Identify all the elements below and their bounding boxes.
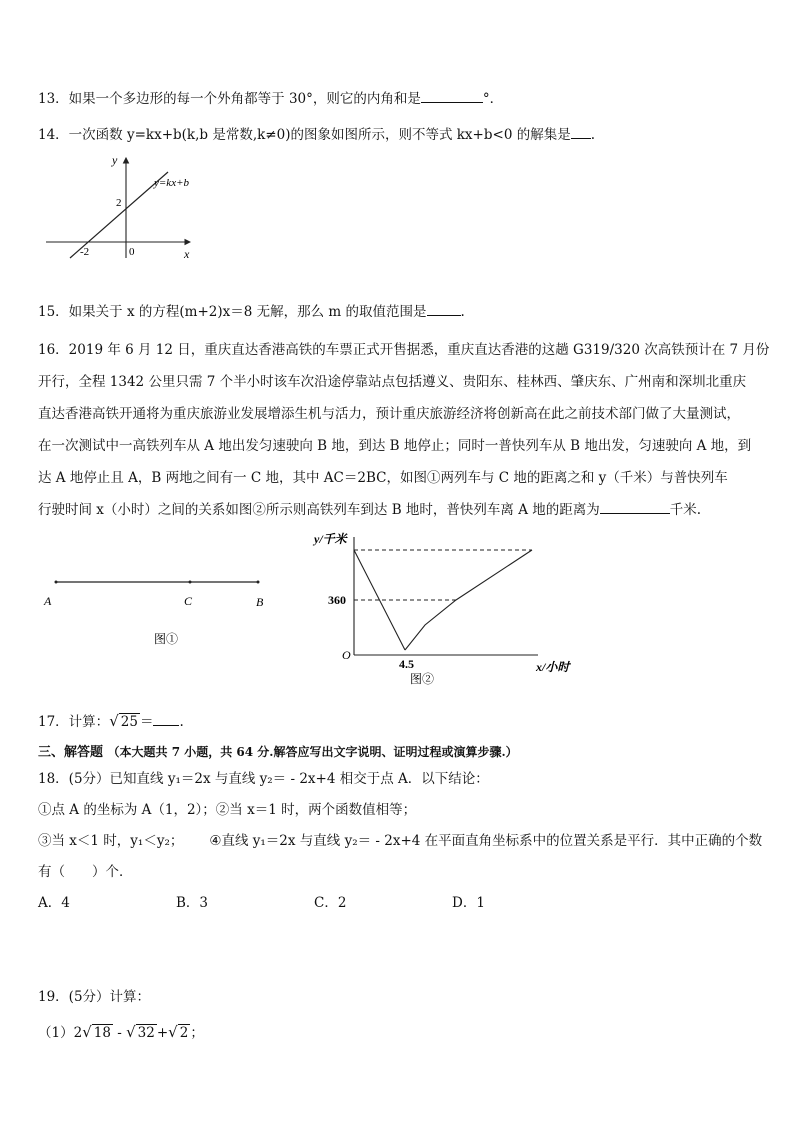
answer-blank-14	[571, 124, 591, 139]
question-16-line-6-text: 行驶时间 x（小时）之间的关系如图②所示则高铁列车到达 B 地时，普快列车离 A 地的距离为	[38, 502, 600, 518]
question-14	[38, 124, 595, 145]
question-15-end: .	[460, 304, 465, 320]
point-b	[257, 581, 260, 584]
point-c	[189, 581, 192, 584]
radicand-17: 25	[120, 714, 138, 730]
x-tick-4-5: 4.5	[399, 657, 414, 671]
answer-blank-15	[427, 301, 461, 316]
question-16-line-3: 直达香港高铁开通将为重庆旅游业发展增添生机与活力，预计重庆旅游经济将创新高在此之前技术部门做了大量测试，	[38, 406, 740, 422]
line-label: y=kx+b	[154, 177, 189, 189]
radicand-2: 2	[179, 1025, 189, 1041]
y-axis-label: y/千米	[314, 532, 347, 546]
radicand-32: 32	[137, 1025, 155, 1041]
minus-sign: -	[112, 1025, 127, 1041]
question-15	[38, 301, 465, 322]
x-axis-label: x	[184, 247, 190, 261]
radicand-18: 18	[93, 1025, 111, 1041]
question-16-end: 千米.	[669, 502, 702, 518]
label-b: B	[256, 595, 264, 609]
question-15-text: 15．如果关于 x 的方程(m+2)x＝8 无解，那么 m 的取值范围是	[38, 304, 427, 320]
question-18-line-3	[38, 831, 762, 851]
point-a	[55, 581, 58, 584]
label-a: A	[44, 594, 52, 608]
answer-blank-16	[600, 499, 670, 514]
figure-1-segment	[36, 565, 286, 655]
y-intercept-label: 2	[116, 197, 122, 209]
question-13-end: °．	[482, 91, 504, 107]
section-3-note: （本大题共 7 小题，共 64 分.解答应写出文字说明、证明过程或演算步骤.）	[107, 745, 518, 759]
question-16	[38, 334, 769, 526]
choice-d: D．1	[452, 895, 485, 911]
question-16-line-6	[38, 494, 769, 526]
question-18-line-2: ①点 A 的坐标为 A（1，2）；②当 x＝1 时，两个函数值相等；	[38, 802, 417, 818]
origin-label: O	[342, 648, 351, 662]
figure-14-linear-graph	[40, 150, 210, 265]
question-18-line-1: 18．(5分）已知直线 y₁＝2x 与直线 y₂＝ - 2x+4 相交于点 A．以下结论：	[38, 771, 489, 787]
label-c: C	[184, 594, 193, 608]
figure-2-caption: 图②	[410, 672, 435, 686]
question-18-line-4: 有（ ）个．	[38, 864, 133, 880]
sqrt-icon: √	[82, 1023, 92, 1041]
answer-blank-13	[421, 88, 483, 103]
y-axis-label: y	[112, 153, 118, 167]
y-tick-360: 360	[328, 593, 346, 607]
question-17-prefix: 17．计算：	[38, 714, 110, 730]
x-intercept-label: -2	[80, 246, 90, 258]
section-3-title: 三、解答题	[38, 745, 104, 760]
sqrt-icon: √	[168, 1023, 178, 1041]
x-axis-label: x/小时	[536, 660, 570, 674]
question-16-line-1: 16．2019 年 6 月 12 日，重庆直达香港高铁的车票正式开售据悉，重庆直达香港的这趟 G319/320 次高铁预计在 7 月份	[38, 342, 770, 358]
answer-blank-17	[153, 711, 179, 726]
choice-b: B．3	[176, 895, 209, 911]
question-19-line-1: 19．(5分）计算：	[38, 989, 151, 1005]
question-13	[38, 88, 503, 109]
question-13-text: 13．如果一个多边形的每一个外角都等于 30°，则它的内角和是	[38, 91, 421, 107]
plus-sign: +	[156, 1025, 169, 1041]
figure-2-distance-graph	[300, 525, 590, 695]
figure-1-caption: 图①	[154, 632, 179, 646]
choice-c: C．2	[314, 895, 347, 911]
question-14-text: 14．一次函数 y=kx+b(k,b 是常数,k≠0)的图象如图所示，则不等式 kx+b<0 的解集是	[38, 127, 571, 143]
question-19-sub-1-prefix: （1）2	[38, 1025, 83, 1041]
origin-label: 0	[129, 246, 135, 258]
choice-a: A．4	[38, 895, 70, 911]
question-16-line-4: 在一次测试中一高铁列车从 A 地出发匀速驶向 B 地，到达 B 地停止；同时一普快列车从 B 地出发，匀速驶向 A 地，到	[38, 438, 752, 454]
question-18-statement-4: ④直线 y₁＝2x 与直线 y₂＝ - 2x+4 在平面直角坐标系中的位置关系是平行．其中正确的个数	[209, 833, 763, 849]
sqrt-icon: √	[109, 712, 119, 730]
question-14-end: .	[590, 127, 595, 143]
question-17-end: .	[179, 714, 184, 730]
section-3-header	[38, 742, 518, 763]
question-19-end: ；	[190, 1025, 204, 1041]
question-16-line-5: 达 A 地停止且 A，B 两地之间有一 C 地，其中 AC＝2BC，如图①两列车与 C 地的距离之和 y（千米）与普快列车	[38, 470, 728, 486]
question-18-statement-3: ③当 x＜1 时，y₁＜y₂；	[38, 833, 184, 849]
question-19-sub-1	[38, 1022, 204, 1043]
question-17-equals: ＝	[139, 714, 154, 730]
question-17	[38, 711, 184, 732]
question-16-line-2: 开行，全程 1342 公里只需 7 个半小时该车次沿途停靠站点包括遵义、贵阳东、桂林西、肇庆东、广州南和深圳北重庆	[38, 374, 747, 390]
sqrt-icon: √	[126, 1023, 136, 1041]
